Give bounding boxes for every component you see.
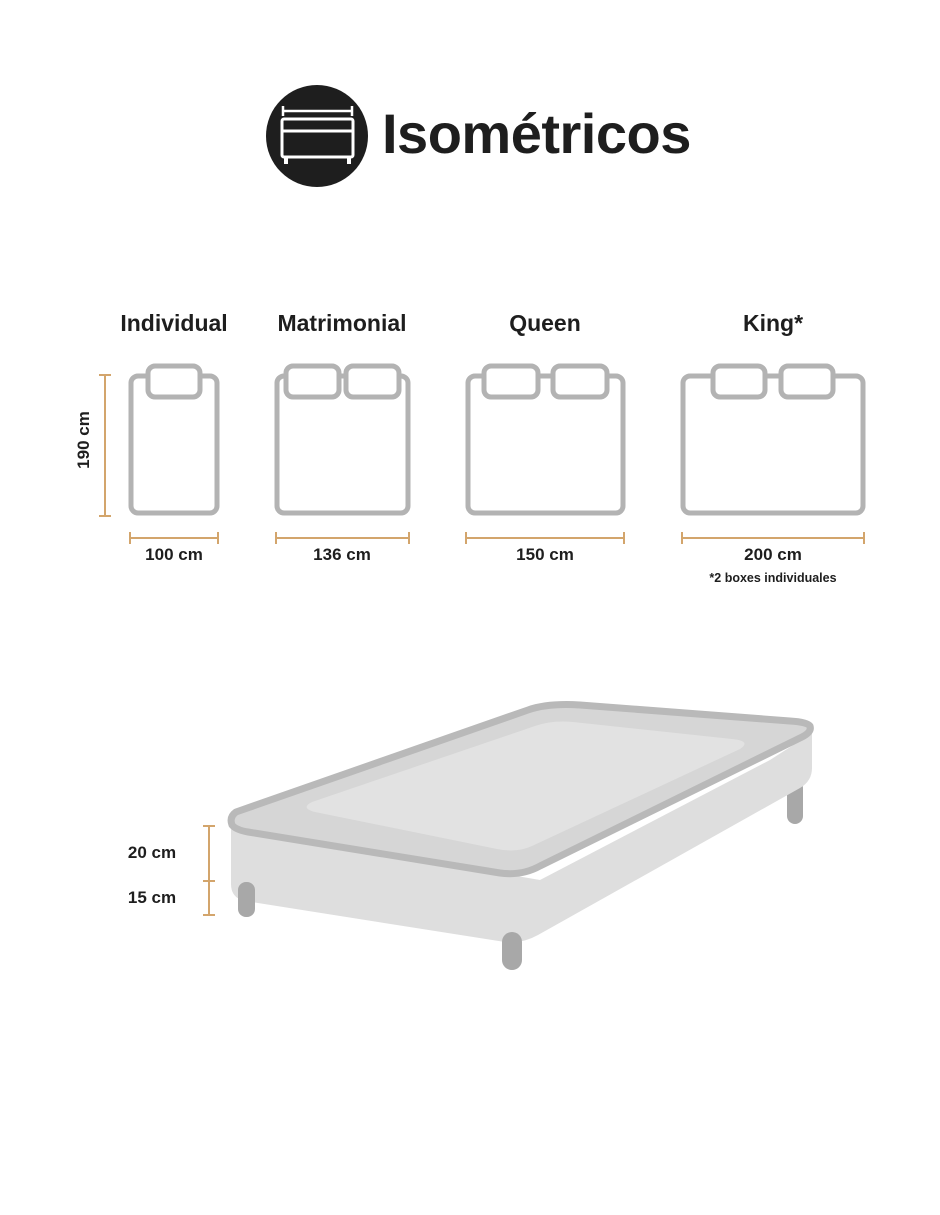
size-note-king: *2 boxes individuales [709,571,837,585]
size-width-king: 200 cm [744,545,802,564]
page-title: Isométricos [382,102,691,165]
size-name-king: King* [742,310,804,336]
length-label: 190 cm [74,411,93,469]
size-width-matrimonial: 136 cm [313,545,371,564]
size-name-queen: Queen [509,310,581,336]
size-width-individual: 100 cm [145,545,203,564]
size-name-individual: Individual [120,310,228,336]
height-dimension-line [203,826,215,915]
header [0,0,940,240]
size-name-matrimonial: Matrimonial [277,310,407,336]
size-width-queen: 150 cm [516,545,574,564]
bed-outline-queen [468,366,623,513]
length-dimension-line [99,375,111,516]
bed-outline-individual [131,366,217,513]
bed-leg [238,882,255,917]
bed-icon [266,85,368,187]
bed-leg [502,932,522,970]
isometric-bed [0,660,940,1000]
isometric-section [0,660,940,1000]
bed-outline-matrimonial [277,366,408,513]
leg-height-label: 15 cm [127,888,177,907]
bed-outline-king [683,366,863,513]
bed-sizes [0,280,940,620]
box-height-label: 20 cm [127,843,177,862]
